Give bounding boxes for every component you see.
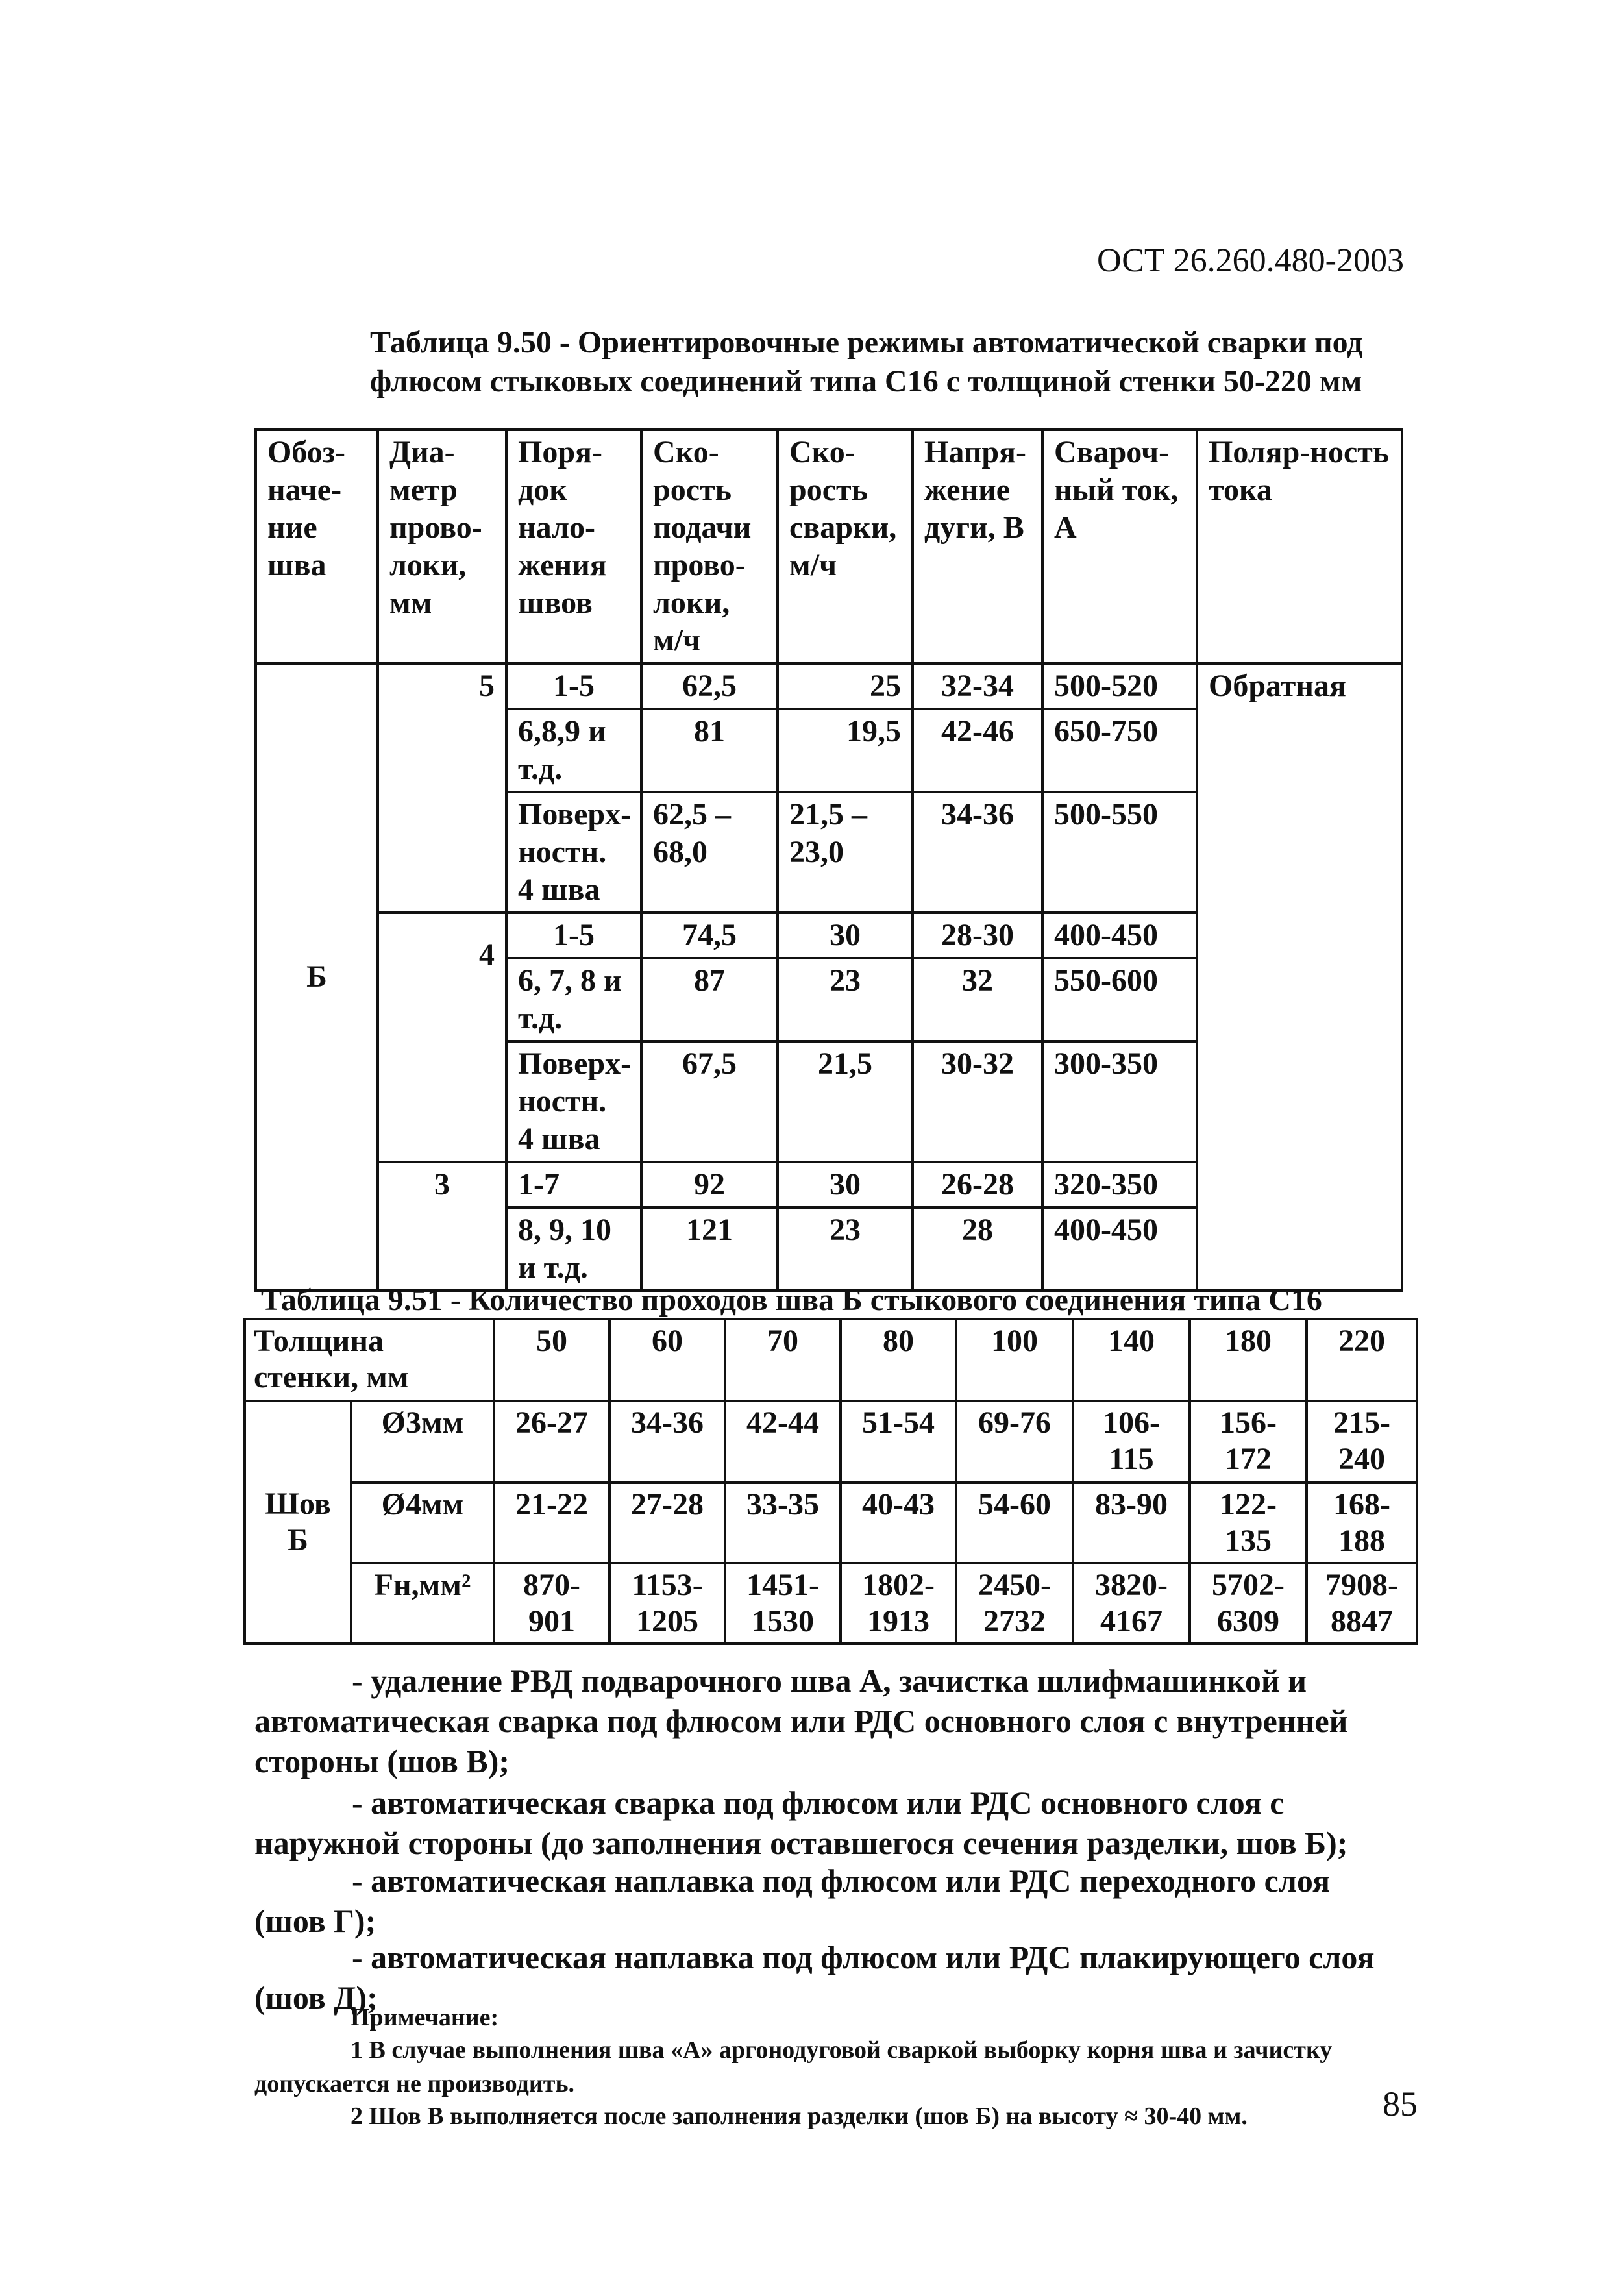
value-cell: 26-27	[494, 1401, 609, 1483]
paragraph-3: - автоматическая наплавка под флюсом или РДС переходного слоя (шов Г);	[254, 1862, 1331, 1939]
value-cell: 83-90	[1073, 1483, 1190, 1563]
header-seam: Обоз-наче-ние шва	[256, 430, 378, 663]
diameter-cell: 3	[378, 1162, 506, 1291]
speed-cell: 30	[778, 1162, 913, 1207]
value-cell: 168-188	[1307, 1483, 1417, 1563]
note-title: Примечание:	[351, 2004, 499, 2031]
table-row	[245, 1483, 1417, 1563]
value-cell: 1153-1205	[609, 1563, 725, 1644]
header-polarity: Поляр-ность тока	[1197, 430, 1402, 663]
paragraph-1: - удаление РВД подварочного шва А, зачистка шлифмашинкой и автоматическая сварка под флюсом или РДС основного слоя с внутренней стороны (шов В);	[254, 1663, 1348, 1779]
value-cell: 1802-1913	[841, 1563, 956, 1644]
header-order: Поря-док нало-жения швов	[506, 430, 641, 663]
row-label: Fн,мм²	[351, 1563, 494, 1644]
current-cell: 400-450	[1042, 913, 1197, 958]
value-cell: 7908-8847	[1307, 1563, 1417, 1644]
speed-cell: 25	[778, 663, 913, 709]
order-cell: Поверх-ностн. 4 шва	[506, 792, 641, 913]
value-cell: 42-44	[725, 1401, 841, 1483]
table1-caption-line2: флюсом стыковых соединений типа С16 с толщиной стенки 50-220 мм	[370, 364, 1362, 399]
diameter-cell: 5	[378, 663, 506, 913]
speed-cell: 21,5 – 23,0	[778, 792, 913, 913]
current-cell: 500-520	[1042, 663, 1197, 709]
thickness-cell: 70	[725, 1319, 841, 1401]
value-cell: 2450-2732	[956, 1563, 1073, 1644]
table-welding-modes	[254, 428, 1403, 1292]
value-cell: 5702-6309	[1190, 1563, 1307, 1644]
order-cell: 1-5	[506, 663, 641, 709]
current-cell: 650-750	[1042, 709, 1197, 792]
value-cell: 69-76	[956, 1401, 1073, 1483]
feed-cell: 87	[641, 958, 778, 1041]
paragraph-4: - автоматическая наплавка под флюсом или РДС плакирующего слоя (шов Д);	[254, 1939, 1375, 2016]
note-2: 2 Шов В выполняется после заполнения разделки (шов Б) на высоту ≈ 30-40 мм.	[351, 2103, 1248, 2130]
table-row	[245, 1401, 1417, 1483]
seam-cell: Б	[256, 663, 378, 1291]
feed-cell: 81	[641, 709, 778, 792]
voltage-cell: 42-46	[913, 709, 1042, 792]
table2-header-row	[245, 1319, 1417, 1401]
feed-cell: 121	[641, 1207, 778, 1291]
order-cell: 1-5	[506, 913, 641, 958]
header-current: Свароч-ный ток, А	[1042, 430, 1197, 663]
value-cell: 27-28	[609, 1483, 725, 1563]
polarity-cell: Обратная	[1197, 663, 1402, 1291]
value-cell: 34-36	[609, 1401, 725, 1483]
note-1: 1 В случае выполнения шва «А» аргонодуговой сваркой выборку корня шва и зачистку допускается не производить.	[254, 2036, 1333, 2097]
feed-cell: 92	[641, 1162, 778, 1207]
value-cell: 122-135	[1190, 1483, 1307, 1563]
value-cell: 215-240	[1307, 1401, 1417, 1483]
value-cell: 3820-4167	[1073, 1563, 1190, 1644]
table1-caption-line1: Таблица 9.50 - Ориентировочные режимы автоматической сварки под	[370, 325, 1363, 360]
voltage-cell: 28-30	[913, 913, 1042, 958]
speed-cell: 23	[778, 1207, 913, 1291]
voltage-cell: 32-34	[913, 663, 1042, 709]
table-pass-count	[243, 1318, 1418, 1645]
thickness-cell: 50	[494, 1319, 609, 1401]
seam-label: Шов Б	[245, 1401, 351, 1644]
header-feed-speed: Ско-рость подачи прово-локи, м/ч	[641, 430, 778, 663]
row-label: Ø4мм	[351, 1483, 494, 1563]
voltage-cell: 32	[913, 958, 1042, 1041]
speed-cell: 19,5	[778, 709, 913, 792]
document-number: ОСТ 26.260.480-2003	[1097, 242, 1404, 279]
value-cell: 1451-1530	[725, 1563, 841, 1644]
value-cell: 870-901	[494, 1563, 609, 1644]
thickness-cell: 80	[841, 1319, 956, 1401]
speed-cell: 21,5	[778, 1041, 913, 1162]
current-cell: 400-450	[1042, 1207, 1197, 1291]
order-cell: 8, 9, 10 и т.д.	[506, 1207, 641, 1291]
voltage-cell: 28	[913, 1207, 1042, 1291]
speed-cell: 30	[778, 913, 913, 958]
row-label: Ø3мм	[351, 1401, 494, 1483]
value-cell: 156-172	[1190, 1401, 1307, 1483]
order-cell: 6,8,9 и т.д.	[506, 709, 641, 792]
thickness-cell: 220	[1307, 1319, 1417, 1401]
feed-cell: 62,5	[641, 663, 778, 709]
thickness-cell: 180	[1190, 1319, 1307, 1401]
voltage-cell: 30-32	[913, 1041, 1042, 1162]
thickness-cell: 140	[1073, 1319, 1190, 1401]
feed-cell: 74,5	[641, 913, 778, 958]
header-weld-speed: Ско-рость сварки, м/ч	[778, 430, 913, 663]
value-cell: 54-60	[956, 1483, 1073, 1563]
header-diameter: Диа-метр прово-локи, мм	[378, 430, 506, 663]
header-voltage: Напря-жение дуги, В	[913, 430, 1042, 663]
value-cell: 51-54	[841, 1401, 956, 1483]
value-cell: 33-35	[725, 1483, 841, 1563]
value-cell: 21-22	[494, 1483, 609, 1563]
table-row	[245, 1563, 1417, 1644]
order-cell: Поверх-ностн. 4 шва	[506, 1041, 641, 1162]
table-row	[256, 663, 1402, 709]
thickness-cell: 100	[956, 1319, 1073, 1401]
order-cell: 6, 7, 8 и т.д.	[506, 958, 641, 1041]
feed-cell: 62,5 – 68,0	[641, 792, 778, 913]
table2-caption: Таблица 9.51 - Количество проходов шва Б стыкового соединения типа С16	[261, 1283, 1322, 1317]
current-cell: 550-600	[1042, 958, 1197, 1041]
voltage-cell: 26-28	[913, 1162, 1042, 1207]
current-cell: 500-550	[1042, 792, 1197, 913]
current-cell: 320-350	[1042, 1162, 1197, 1207]
table1-header-row	[256, 430, 1402, 663]
thickness-label: Толщина стенки, мм	[245, 1319, 494, 1401]
current-cell: 300-350	[1042, 1041, 1197, 1162]
voltage-cell: 34-36	[913, 792, 1042, 913]
diameter-cell: 4	[378, 913, 506, 1162]
value-cell: 106-115	[1073, 1401, 1190, 1483]
feed-cell: 67,5	[641, 1041, 778, 1162]
thickness-cell: 60	[609, 1319, 725, 1401]
speed-cell: 23	[778, 958, 913, 1041]
paragraph-2: - автоматическая сварка под флюсом или РДС основного слоя с наружной стороны (до заполнения оставшегося сечения разделки, шов Б);	[254, 1785, 1348, 1861]
page-number: 85	[1383, 2084, 1418, 2123]
order-cell: 1-7	[506, 1162, 641, 1207]
value-cell: 40-43	[841, 1483, 956, 1563]
